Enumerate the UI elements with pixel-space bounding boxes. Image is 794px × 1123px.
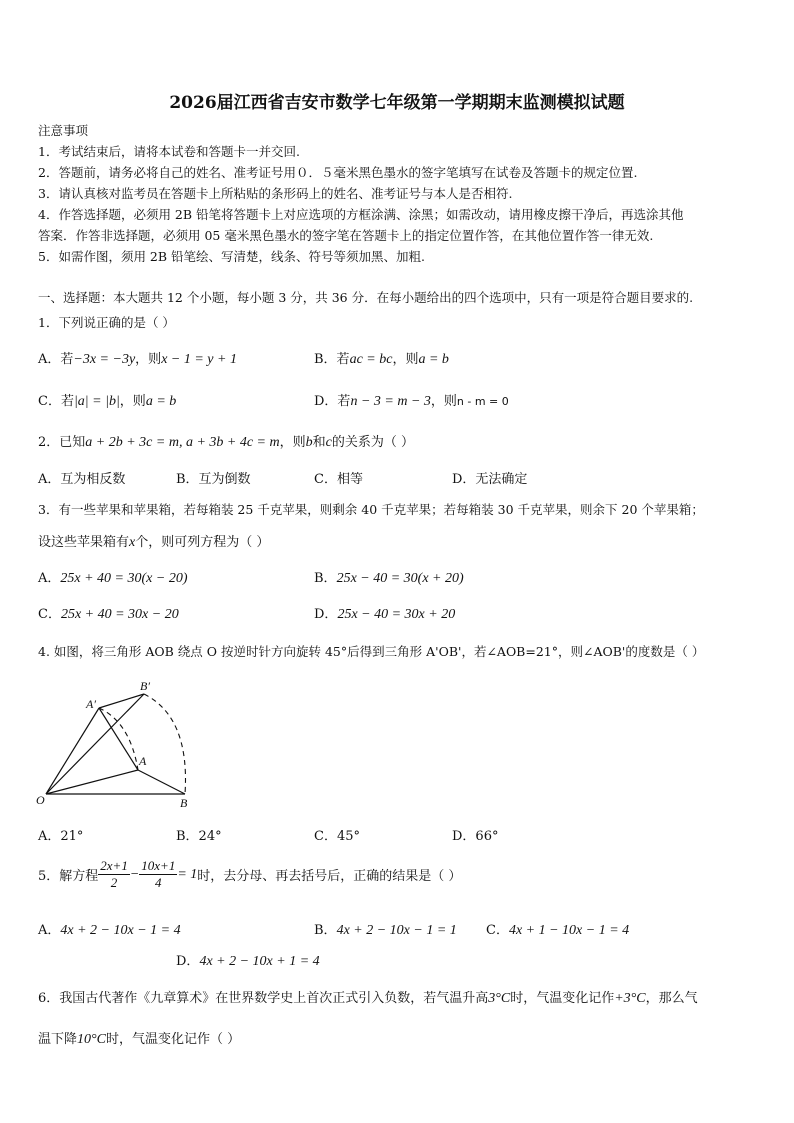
q3-option-d: D．25x − 40 = 30x + 20 <box>314 607 456 622</box>
q2-option-b: B．互为倒数 <box>176 472 251 487</box>
q5-option-c: C．4x + 1 − 10x − 1 = 4 <box>486 923 630 938</box>
segment-ab <box>138 770 185 794</box>
q2-option-c: C．相等 <box>314 472 363 487</box>
page-title: 2026届江西省吉安市数学七年级第一学期期末监测模拟试题 <box>169 93 625 113</box>
question-6-stem-line2: 温下降10°C时，气温变化记作（ ） <box>38 1032 241 1047</box>
q2-option-d: D．无法确定 <box>452 472 528 487</box>
q3-option-b: B．25x − 40 = 30(x + 20) <box>314 571 464 586</box>
q3-option-c: C．25x + 40 = 30x − 20 <box>38 607 179 622</box>
label-a: A <box>139 754 147 768</box>
rotation-diagram <box>30 672 230 817</box>
q3-option-a: A．25x + 40 = 30(x − 20) <box>38 571 188 586</box>
label-a-prime: A′ <box>86 697 96 711</box>
notice-item: 1．考试结束后，请将本试卷和答题卡一并交回. <box>38 144 300 159</box>
q1-option-b: B．若ac = bc，则a = b <box>314 352 449 367</box>
section-heading: 一、选择题：本大题共 12 个小题，每小题 3 分，共 36 分．在每小题给出的四个选项中，只有一项是符合题目要求的. <box>38 290 694 305</box>
q2-option-a: A．互为相反数 <box>38 472 126 487</box>
question-5-stem: 5．解方程 $\frac{2x+1}{2}$ − $\frac{10x+1}{4}$ = 1 时，去分母、再去括号后，正确的结果是（ ） <box>38 858 462 890</box>
segment-oa1 <box>46 708 99 794</box>
q5-option-a: A．4x + 2 − 10x − 1 = 4 <box>38 923 181 938</box>
q4-option-b: B．24° <box>176 829 222 844</box>
fraction-1: $\frac{2x+1}{2}$ <box>100 858 128 890</box>
label-b: B <box>180 796 188 810</box>
question-4-stem: 4. 如图，将三角形 AOB 绕点 O 按逆时针方向旋转 45°后得到三角形 A'OB'，若∠AOB=21°，则∠AOB'的度数是（ ） <box>38 644 705 659</box>
q1-option-a: A．若−3x = −3y，则x − 1 = y + 1 <box>38 352 237 367</box>
notice-item: 2．答题前，请务必将自己的姓名、准考证号用０．５毫米黑色墨水的签字笔填写在试卷及答题卡的规定位置. <box>38 165 638 180</box>
fraction-2: $\frac{10x+1}{4}$ <box>141 858 176 890</box>
q4-option-c: C．45° <box>314 829 360 844</box>
question-6-stem-line1: 6．我国古代著作《九章算术》在世界数学史上首次正式引入负数，若气温升高3°C时，气温变化记作+3°C，那么气 <box>38 991 698 1006</box>
question-3-stem-line2: 设这些苹果箱有x个，则可列方程为（ ） <box>38 535 270 550</box>
notice-item: 5．如需作图，须用 2B 铅笔绘、写清楚，线条、符号等须加黑、加粗. <box>38 249 426 264</box>
label-b-prime: B′ <box>140 679 150 693</box>
q1-option-c: C．若|a| = |b|，则a = b <box>38 394 177 409</box>
notice-item: 答案．作答非选择题，必须用 05 毫米黑色墨水的签字笔在答题卡上的指定位置作答，在其他位置作答一律无效. <box>38 228 654 243</box>
q4-option-d: D．66° <box>452 829 499 844</box>
q5-option-d: D．4x + 2 − 10x + 1 = 4 <box>176 954 320 969</box>
q5-option-b: B．4x + 2 − 10x − 1 = 1 <box>314 923 457 938</box>
segment-a1a <box>99 708 138 770</box>
notice-item: 4．作答选择题，必须用 2B 铅笔将答题卡上对应选项的方框涂满、涂黑；如需改动，请用橡皮擦干净后，再选涂其他 <box>38 207 684 222</box>
question-3-stem-line1: 3．有一些苹果和苹果箱，若每箱装 25 千克苹果，则剩余 40 千克苹果；若每箱装 30 千克苹果，则余下 20 个苹果箱； <box>38 502 704 517</box>
question-2-stem: 2．已知a + 2b + 3c = m, a + 3b + 4c = m，则b和c的关系为（ ） <box>38 435 415 450</box>
segment-oa <box>46 770 138 794</box>
question-1-stem: 1．下列说正确的是（ ） <box>38 315 175 330</box>
q4-option-a: A．21° <box>38 829 84 844</box>
label-o: O <box>36 793 45 807</box>
arc-b-b1 <box>144 694 185 794</box>
notice-heading: 注意事项 <box>38 123 89 138</box>
notice-item: 3．请认真核对监考员在答题卡上所粘贴的条形码上的姓名、准考证号与本人是否相符. <box>38 186 513 201</box>
q1-option-d: D．若n − 3 = m − 3，则n - m = 0 <box>314 394 509 409</box>
